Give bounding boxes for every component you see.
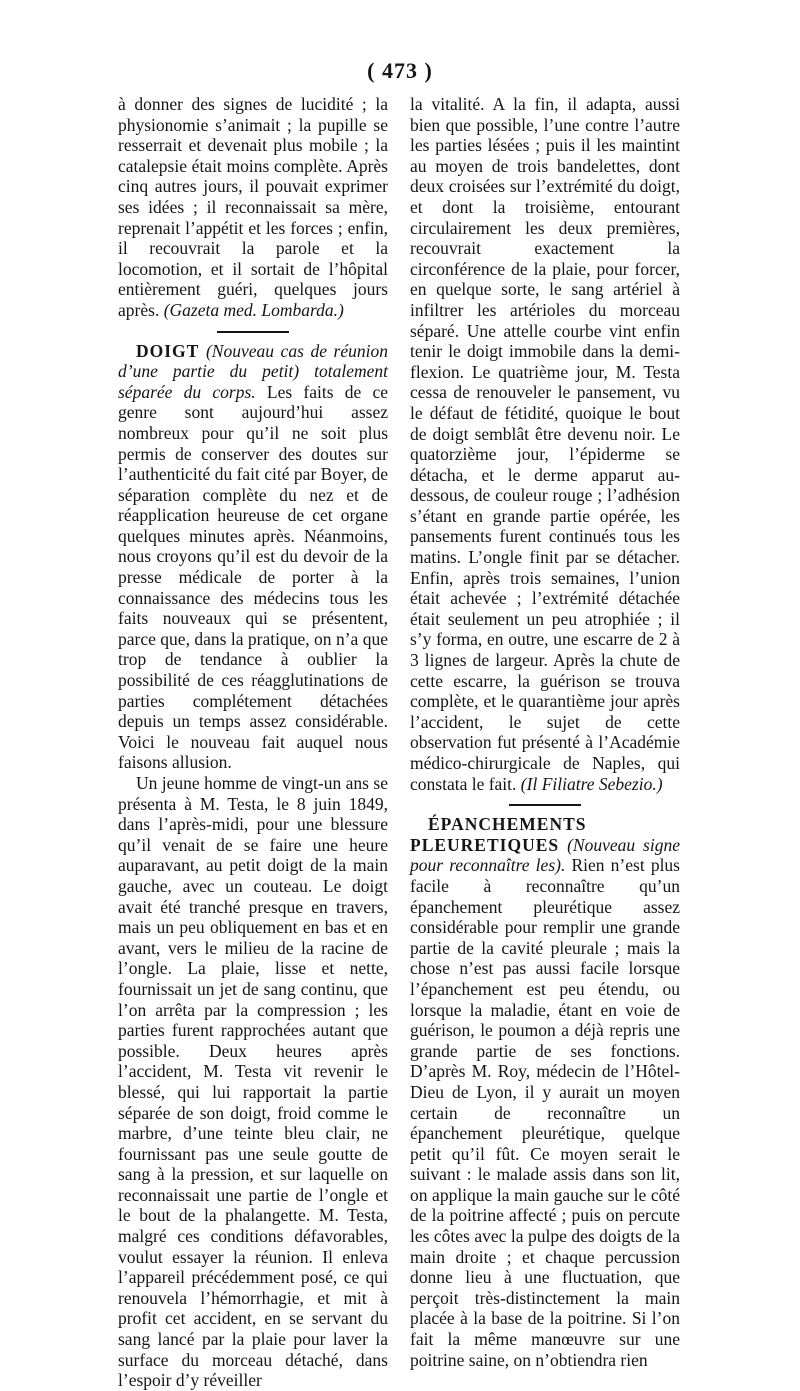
source-citation: (Il Filiatre Sebezio.) (520, 773, 663, 794)
continuation-paragraph (410, 94, 680, 794)
article-paragraph: Un jeune homme de vingt-un ans se présenta à M. Testa, le 8 juin 1849, dans l’après-midi, pour une blessure qu’il venait de se faire une heure auparavant, au petit doigt de la main gauche, avec un couteau. Le doigt avait été tranché presque en travers, mais un peu obliquement en bas et en avant, vers le milieu de la racine de l’ongle. La plaie, lisse et nette, fournissait un jet de sang continu, que l’on arrêta par la compression ; les parties furent rapprochées autant que possible. Deux heures après l’accident, M. Testa vit revenir le blessé, qui lui rapportait la partie séparée de son doigt, froid comme le marbre, d’une teinte bleu clair, ne fournissant pas une seule goutte de sang à la pression, et sur laquelle on reconnaissait une partie de l’ongle et le bout de la phalangette. M. Testa, malgré ces conditions défavorables, voulut essayer la réunion. Il enleva l’appareil précédemment posé, ce qui renouvela l’hémorrhagie, et mit à profit cet accident, en se servant du sang lancé par la plaie pour laver la surface du morceau détaché, dans l’espoir d’y réveiller (118, 773, 388, 1391)
article-subtitle: (Nouveau signe pour reconnaître les). (410, 834, 680, 876)
article-paragraph: Les faits de ce genre sont aujourd’hui assez nombreux pour qu’il ne soit plus permis de conserver des doutes sur l’authenticité du fait cité par Boyer, de séparation complète du nez et de réapplication heureuse de cet organe quelques minutes après. Néanmoins, nous croyons qu’il est du devoir de la presse médicale de porter à la connaissance des médecins tous les faits nouveaux qui se présentent, parce que, dans la pratique, on n’a que trop de tendance à oublier la possibilité de ces réagglutinations de parties complétement détachées depuis un temps assez considérable. Voici le nouveau fait auquel nous faisons allusion. (118, 381, 389, 773)
section-divider (509, 804, 581, 806)
continuation-text: la vitalité. A la fin, il adapta, aussi bien que possible, l’une contre l’autre les parties lésées ; puis il les maintint au moyen de trois bandelettes, dont deux croisées sur l’extrémité du doigt, et dont la troisième, entourant circulairement les deux premières, recouvrait exactement la circonférence de la plaie, pour forcer, en quelque sorte, le sang artériel à infiltrer les artérioles du morceau séparé. Une attelle courbe vint enfin tenir le doigt immobile dans la demi-flexion. Le quatrième jour, M. Testa cessa de renouveler le pansement, vu le défaut de fétidité, quoique le bout de doigt semblât être devenu noir. Le quatorzième jour, l’épiderme se détacha, et le derme apparut au-dessous, de couleur rouge ; l’adhésion s’étant en grande partie opérée, les pansements furent continués tous les matins. L’ongle finit par se détacher. Enfin, après trois semaines, l’union était achevée ; l’extrémité détachée était seulement un peu atrophiée ; il s’y forma, en outre, une escarre de 2 à 3 lignes de largeur. Après la chute de cette escarre, la guérison se trouva complète, et le quarantième jour après l’accident, le sujet de cette observation fut présenté à l’Académie médico-chirurgicale de Naples, qui constata le fait. (410, 94, 680, 794)
article-epanchements-intro (410, 814, 680, 1370)
continuation-paragraph (118, 94, 388, 321)
article-title: DOIGT (136, 340, 200, 361)
section-divider (217, 331, 289, 333)
page-number: ( 473 ) (367, 58, 433, 83)
article-title: ÉPANCHEMENTS PLEURETIQUES (410, 814, 587, 855)
source-citation: (Gazeta med. Lombarda.) (163, 299, 344, 320)
article-paragraph: Rien n’est plus facile à reconnaître qu’un épanchement pleurétique assez considérable pour remplir une grande partie de la cavité pleurale ; mais la chose n’est pas aussi facile lorsque l’épanchement est peu étendu, ou lorsque la maladie, étant en voie de guérison, le poumon a déjà repris une grande partie de ses fonctions. D’après M. Roy, médecin de l’Hôtel-Dieu de Lyon, il y aurait un moyen certain de reconnaître un épanchement pleurétique, quelque petit qu’il fût. Ce moyen serait le suivant : le malade assis dans son lit, on applique la main gauche sur le côté de la poitrine affecté ; puis on percute les côtes avec la pulpe des doigts de la main droite ; et chaque percussion donne lieu à une fluctuation, que perçoit très-distinctement la main placée à la base de la poitrine. Si l’on fait la même manœuvre sur une poitrine saine, on n’obtiendra rien (410, 855, 680, 1370)
continuation-text: à donner des signes de lucidité ; la physionomie s’animait ; la pupille se resserrait et devenait plus mobile ; la catalepsie était moins complète. Après cinq autres jours, il pouvait exprimer ses idées ; il reconnaissait sa mère, reprenait l’appétit et les forces ; enfin, il recouvrait la parole et la locomotion, et il sortait de l’hôpital entièrement guéri, quelques jours après. (118, 94, 388, 320)
article-doigt-intro (118, 341, 388, 773)
article-subtitle: (Nouveau cas de réunion d’une partie du petit) totalement séparée du corps. (118, 340, 388, 402)
right-column (410, 94, 680, 1370)
left-column (118, 94, 388, 1391)
